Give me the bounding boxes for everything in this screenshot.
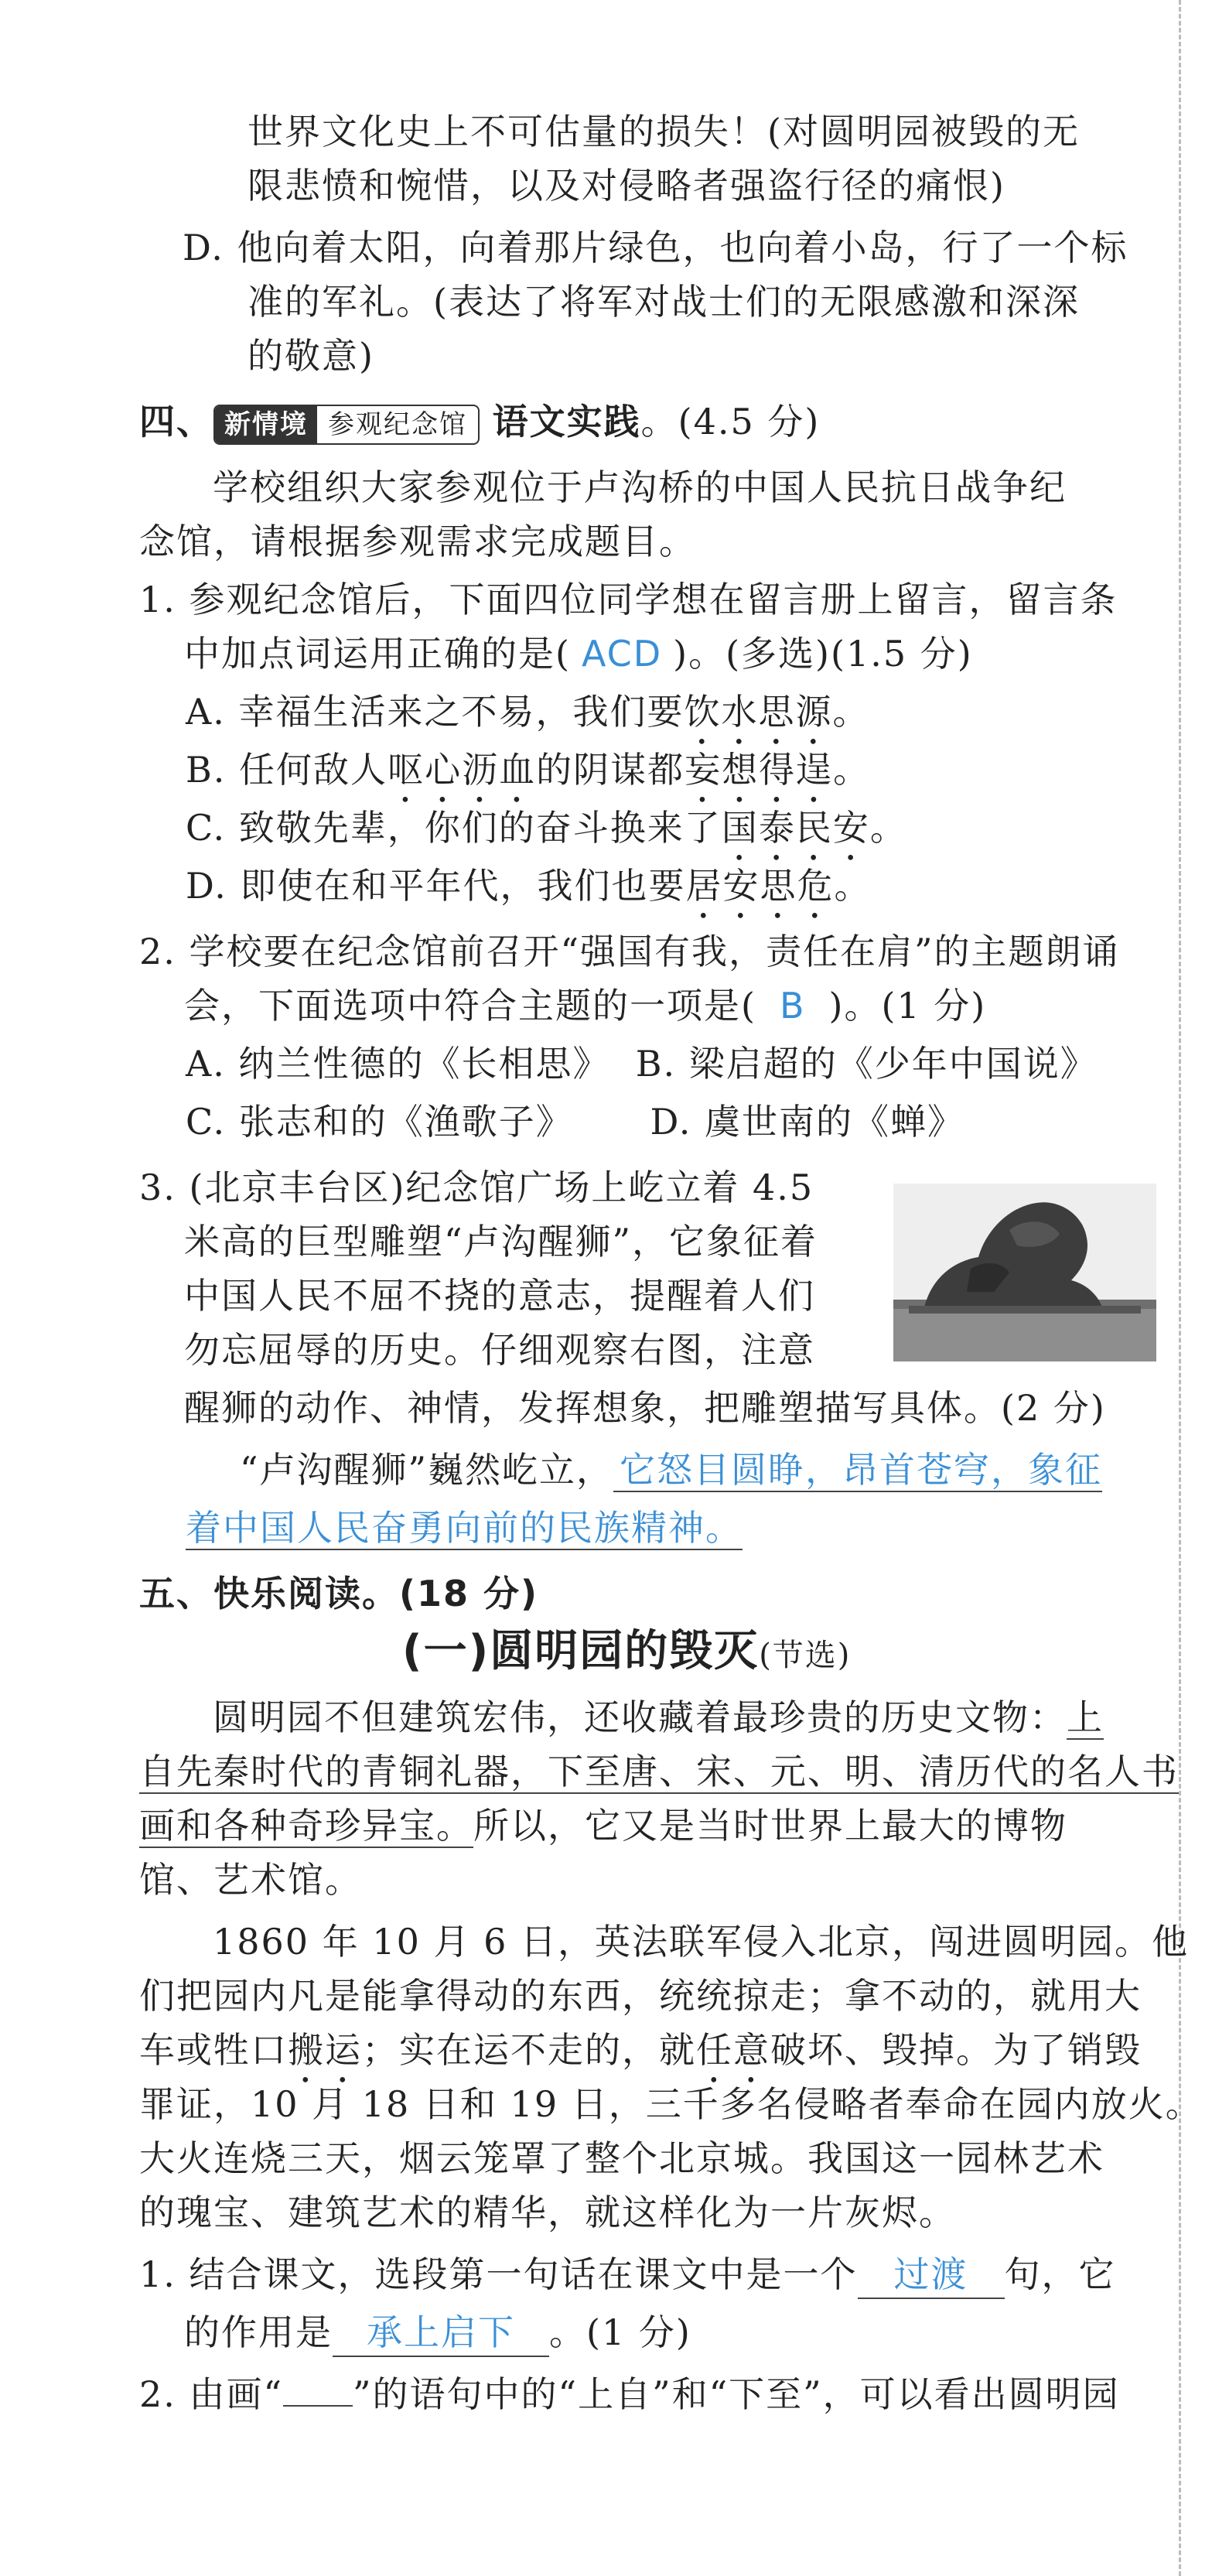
dotted-word: 任意: [696, 2029, 770, 2071]
rq2-text: ”的语句中的“上自”和“下至”，可以看出圆明园: [353, 2373, 1120, 2415]
rq1-text: 。(1 分): [549, 2311, 691, 2353]
intro-line: 学校组织大家参观位于卢沟桥的中国人民抗日战争纪: [213, 466, 1067, 508]
option-text: 。: [832, 691, 870, 733]
rq1-answer-1: 过渡: [858, 2251, 1005, 2299]
tag-visit-memorial: 参观纪念馆: [328, 409, 467, 440]
q1-option-c: [186, 805, 907, 869]
tag-new-scenario: 新情境: [215, 406, 317, 443]
passage-line: 1860 年 10 月 6 日，英法联军侵入北京，闯进圆明园。他: [213, 1921, 1189, 1963]
q3-answer-cont: 着中国人民奋勇向前的民族精神。: [186, 1507, 743, 1549]
underlined-text: 上: [1067, 1696, 1104, 1738]
q3-answer: 它怒目圆睁，昂首苍穹，象征: [613, 1449, 1102, 1492]
dotted-word: 饮水思源: [684, 691, 833, 733]
text-line: 限悲愤和惋惜，以及对侵略者强盗行径的痛恨): [248, 165, 1005, 207]
reading-q1-2: [184, 2309, 691, 2357]
reading-title: [402, 1628, 851, 1679]
passage-text: ；实在运不走的，就: [362, 2029, 696, 2071]
option-text: 的阴谋都: [536, 749, 685, 791]
reading-q2: [139, 2371, 1120, 2417]
scenario-tag: [213, 405, 480, 445]
q3-prompt: “卢沟醒狮”巍然屹立，: [240, 1449, 614, 1491]
text-line: 的敬意): [248, 335, 374, 377]
q3-stem: 米高的巨型雕塑“卢沟醒狮”，它象征着: [184, 1221, 818, 1262]
q3-stem: 勿忘屈辱的历史。仔细观察右图，注意: [184, 1329, 815, 1371]
text-line: 世界文化史上不可估量的损失！(对圆明园被毁的无: [248, 111, 1080, 152]
q2-text: 会，下面选项中符合主题的一项是(: [184, 985, 756, 1027]
sculpture-image: [893, 1184, 1156, 1361]
q1-option-a: [186, 688, 869, 753]
q1-text-end: )。(多选)(1.5 分): [673, 633, 973, 675]
q1-stem: 1. 参观纪念馆后，下面四位同学想在留言册上留言，留言条: [139, 579, 1118, 620]
q2-text-end: )。(1 分): [828, 985, 987, 1027]
passage-line: [213, 1694, 1104, 1741]
rq1-text: 句，它: [1004, 2253, 1116, 2295]
option-text: 。: [869, 807, 907, 849]
option-text: D. 即使在和平年代，我们也要: [186, 865, 686, 907]
dotted-word: 居安思危: [685, 865, 835, 907]
option-text: B. 任何敌人: [186, 749, 388, 791]
rq1-answer-2: 承上启下: [333, 2309, 549, 2357]
dotted-word: 搬运: [288, 2029, 362, 2071]
passage-text: 破坏、毁掉。为了销毁: [770, 2029, 1142, 2071]
rq1-text: 1. 结合课文，选段第一句话在课文中是一个: [139, 2253, 858, 2295]
dotted-word: 国泰民安: [721, 807, 870, 849]
q2-answer: B: [779, 985, 806, 1027]
reading-q1: [139, 2251, 1116, 2299]
rq2-text: 2. 由画“: [139, 2373, 284, 2415]
option-text: A. 幸福生活来之不易，我们要: [186, 691, 685, 733]
passage-line: 们把园内凡是能拿得动的东西，统统掠走；拿不动的，就用大: [139, 1975, 1142, 2017]
passage-line: 馆、艺术馆。: [139, 1859, 362, 1901]
passage-text: 圆明园不但建筑宏伟，还收藏着最珍贵的历史文物：: [213, 1696, 1067, 1738]
q2-stem-2: [184, 982, 986, 1029]
section-score: 。(4.5 分): [640, 401, 821, 442]
passage-text: 所以，它又是当时世界上最大的博物: [473, 1805, 1067, 1847]
q1-answer: ACD: [581, 633, 663, 675]
reading-subtitle: (节选): [759, 1638, 852, 1673]
q1-stem-2: [184, 630, 973, 677]
option-text: C. 致敬先辈，你们的奋斗换来了: [186, 807, 722, 849]
section-number: 四、: [139, 401, 213, 442]
q3-stem: 3. (北京丰台区)纪念馆广场上屹立着 4.5: [139, 1167, 814, 1208]
section-title: 语文实践: [492, 401, 641, 442]
q3-answer-line-1: [240, 1447, 1102, 1493]
rq2-blank: [283, 2374, 353, 2407]
underlined-text: 画和各种奇珍异宝。: [139, 1805, 473, 1847]
option-text: 。: [834, 865, 872, 907]
section-5-header: 五、快乐阅读。(18 分): [139, 1573, 539, 1614]
q3-answer-line-2: [186, 1505, 743, 1551]
page-edge-marks: [1179, 0, 1212, 2576]
intro-line: 念馆，请根据参观需求完成题目。: [139, 521, 696, 562]
section-4-header: [139, 398, 820, 445]
q2-stem: 2. 学校要在纪念馆前召开“强国有我，责任在肩”的主题朗诵: [139, 931, 1120, 972]
q3-stem: 醒狮的动作、神情，发挥想象，把雕塑描写具体。(2 分): [184, 1387, 1106, 1429]
passage-line: 罪证，10 月 18 日和 19 日，三千多名侵略者奉命在园内放火。: [139, 2083, 1203, 2125]
underlined-text: 自先秦时代的青铜礼器，下至唐、宋、元、明、清历代的名人书: [139, 1751, 1179, 1792]
passage-line: 的瑰宝、建筑艺术的精华，就这样化为一片灰烬。: [139, 2192, 956, 2233]
passage-line: [139, 1748, 1179, 1795]
dotted-word: 呕心沥血: [387, 749, 537, 791]
q1-option-d: [186, 863, 872, 927]
reading-title-main: (一)圆明园的毁灭: [402, 1626, 760, 1676]
q2-options-1: A. 纳兰性德的《长相思》 B. 梁启超的《少年中国说》: [186, 1043, 1098, 1085]
option-text: 。: [833, 749, 871, 791]
option-d: D. 他向着太阳，向着那片绿色，也向着小岛，行了一个标: [183, 227, 1128, 268]
q2-options-2: C. 张志和的《渔歌子》 D. 虞世南的《蝉》: [186, 1101, 965, 1143]
passage-text: 车或牲口: [139, 2029, 288, 2071]
q3-stem: 中国人民不屈不挠的意志，提醒着人们: [184, 1275, 815, 1317]
passage-line: [139, 1802, 1067, 1849]
rq1-text: 的作用是: [184, 2311, 333, 2353]
lion-sculpture-photo: [893, 1184, 1156, 1361]
q1-option-b: [186, 746, 870, 811]
passage-line: 大火连烧三天，烟云笼罩了整个北京城。我国这一园林艺术: [139, 2137, 1104, 2179]
text-line: 准的军礼。(表达了将军对战士们的无限感激和深深: [248, 281, 1080, 323]
dotted-word: 妄想得逞: [685, 749, 834, 791]
q1-text: 中加点词运用正确的是(: [184, 633, 571, 675]
